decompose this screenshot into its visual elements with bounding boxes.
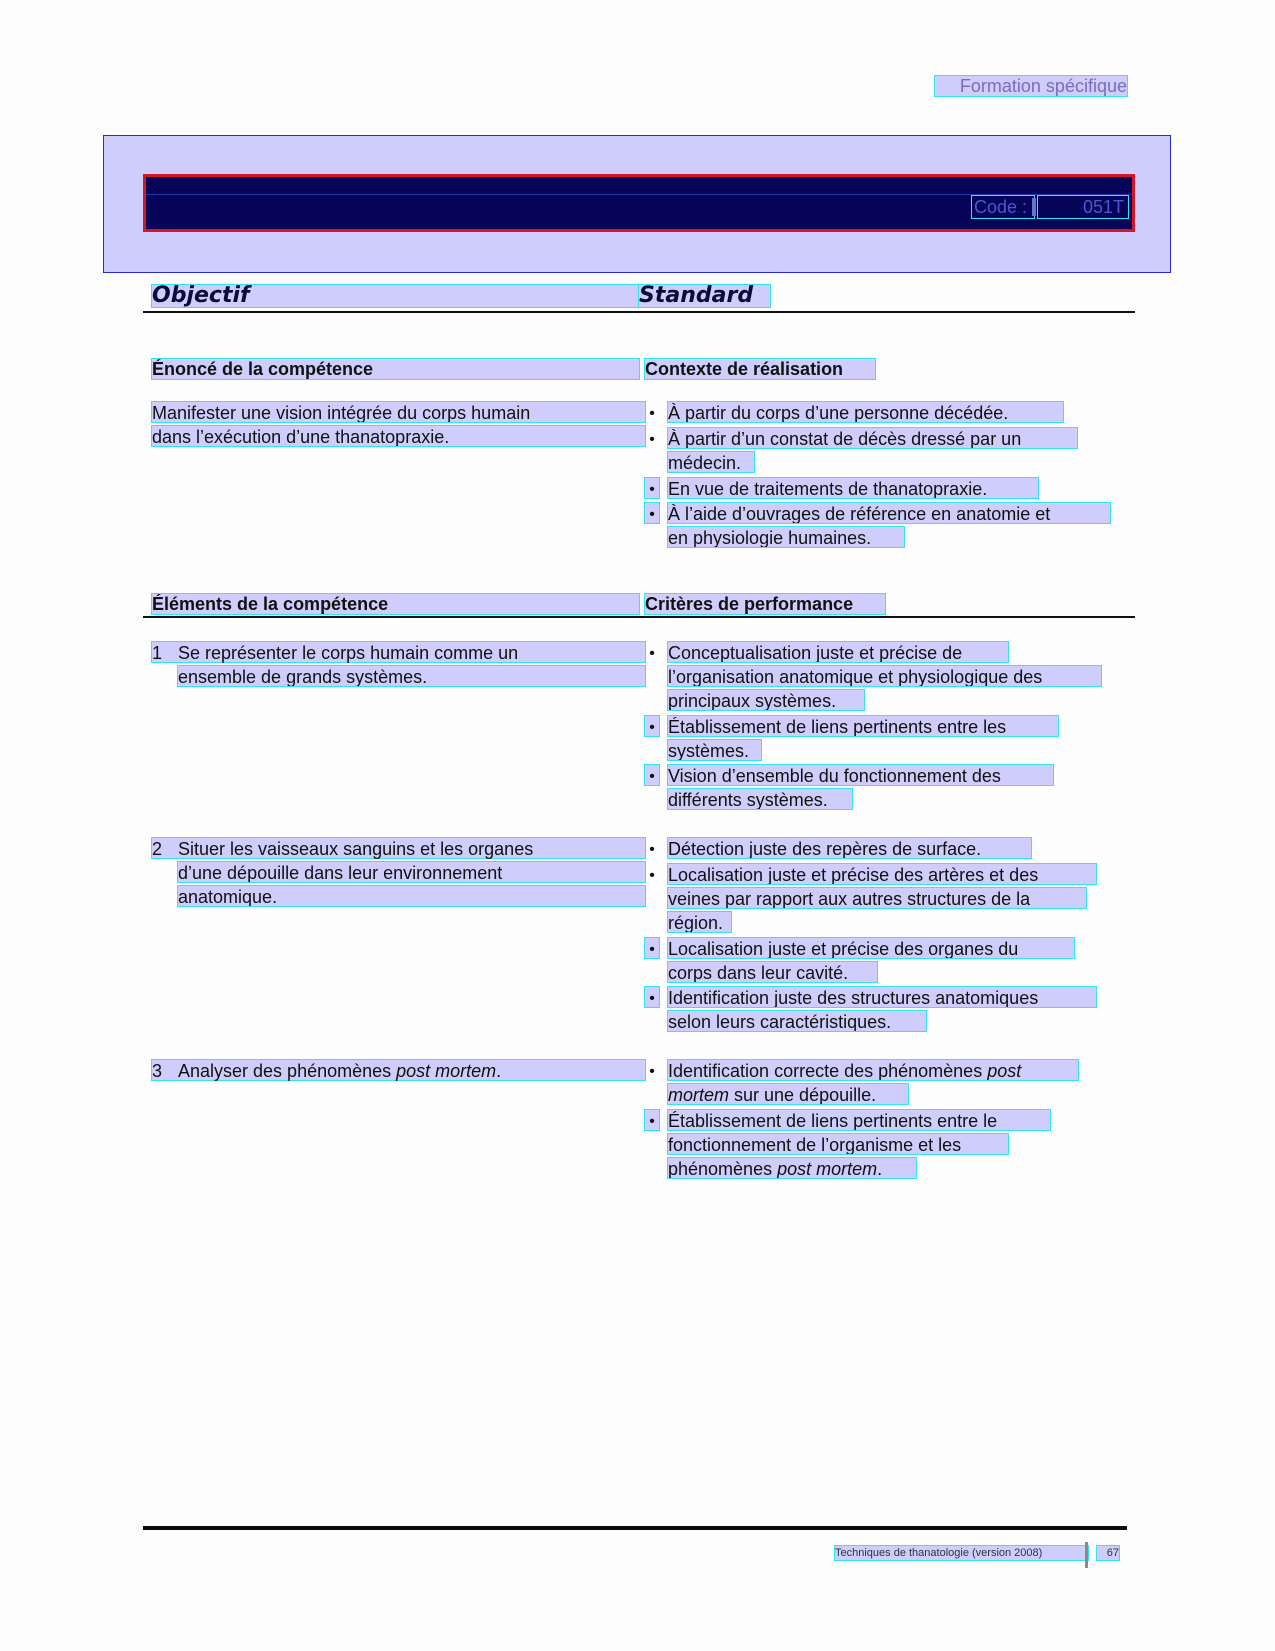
element-text: ensemble de grands systèmes. [178, 666, 645, 686]
competence-line: dans l’exécution d’une thanatopraxie. [152, 426, 645, 446]
context-item: médecin. [668, 452, 754, 472]
criterion-line: fonctionnement de l’organisme et les [668, 1134, 1008, 1154]
bullet: • [645, 503, 659, 523]
objectif-title: Objectif [152, 285, 639, 307]
element-text: Se représenter le corps humain comme un [178, 643, 519, 663]
context-item: À partir d’un constat de décès dressé par un [668, 428, 1077, 448]
footer-separator [1085, 1542, 1088, 1568]
bullet: • [649, 1063, 655, 1080]
criterion-line: Établissement de liens pertinents entre le [668, 1110, 1050, 1130]
element-text: anatomique. [178, 886, 645, 906]
element-row [152, 838, 645, 858]
criterion-line: principaux systèmes. [668, 690, 864, 710]
element-text: Analyser des phénomènes post mortem. [178, 1061, 502, 1081]
criterion-line: systèmes. [668, 740, 761, 760]
elements-heading: Éléments de la compétence [152, 594, 639, 614]
element-number: 1 [152, 643, 163, 663]
criterion-line: veines par rapport aux autres structures de la [668, 888, 1086, 908]
bullet: • [649, 405, 655, 422]
contexte-heading: Contexte de réalisation [645, 359, 875, 379]
title-rule [143, 311, 1135, 313]
criterion-line: différents systèmes. [668, 789, 852, 809]
footer-text: Techniques de thanatologie (version 2008) [835, 1546, 1088, 1560]
criterion-line: Établissement de liens pertinents entre les [668, 716, 1058, 736]
context-item: À partir du corps d’une personne décédée. [668, 402, 1063, 422]
element-number: 2 [152, 839, 163, 859]
bullet: • [645, 716, 659, 736]
criterion-line: phénomènes post mortem. [668, 1158, 916, 1178]
bar-divider [146, 194, 1132, 195]
criterion-line: région. [668, 912, 731, 932]
bullet: • [649, 867, 655, 884]
element-number: 3 [152, 1061, 163, 1081]
criterion-line: Identification correcte des phénomènes post [668, 1060, 1078, 1080]
code-separator [1032, 198, 1036, 216]
page-header-tag: Formation spécifique [935, 76, 1127, 96]
context-item: À l’aide d’ouvrages de référence en anatomie et [668, 503, 1110, 523]
element-row [152, 642, 645, 662]
criterion-line: selon leurs caractéristiques. [668, 1011, 926, 1031]
criterion-line: Vision d’ensemble du fonctionnement des [668, 765, 1053, 785]
context-item: En vue de traitements de thanatopraxie. [668, 478, 1038, 498]
bullet: • [649, 645, 655, 662]
elements-rule [143, 616, 1135, 618]
bullet: • [645, 987, 659, 1007]
code-value: 051T [1038, 196, 1128, 218]
criteres-heading: Critères de performance [645, 594, 885, 614]
footer-rule [143, 1526, 1127, 1530]
bullet: • [645, 1110, 659, 1130]
element-text: Situer les vaisseaux sanguins et les organes [178, 839, 534, 859]
bullet: • [645, 938, 659, 958]
bullet: • [649, 841, 655, 858]
criterion-line: Identification juste des structures anatomiques [668, 987, 1096, 1007]
bullet: • [645, 478, 659, 498]
criterion-line: l’organisation anatomique et physiologique des [668, 666, 1101, 686]
bullet: • [645, 765, 659, 785]
competence-line: Manifester une vision intégrée du corps humain [152, 402, 645, 422]
code-label: Code : [972, 196, 1034, 218]
bullet: • [649, 431, 655, 448]
element-row [152, 1060, 645, 1080]
standard-title: Standard [639, 285, 770, 307]
code-bar [143, 174, 1135, 232]
criterion-line: Détection juste des repères de surface. [668, 838, 1031, 858]
criterion-line: Localisation juste et précise des artères et des [668, 864, 1096, 884]
context-item: en physiologie humaines. [668, 527, 904, 547]
criterion-line: Localisation juste et précise des organes du [668, 938, 1074, 958]
element-text: d’une dépouille dans leur environnement [178, 862, 645, 882]
criterion-line: corps dans leur cavité. [668, 962, 877, 982]
page-number: 67 [1097, 1546, 1119, 1560]
enonce-heading: Énoncé de la compétence [152, 359, 639, 379]
criterion-line: mortem sur une dépouille. [668, 1084, 908, 1104]
criterion-line: Conceptualisation juste et précise de [668, 642, 1008, 662]
